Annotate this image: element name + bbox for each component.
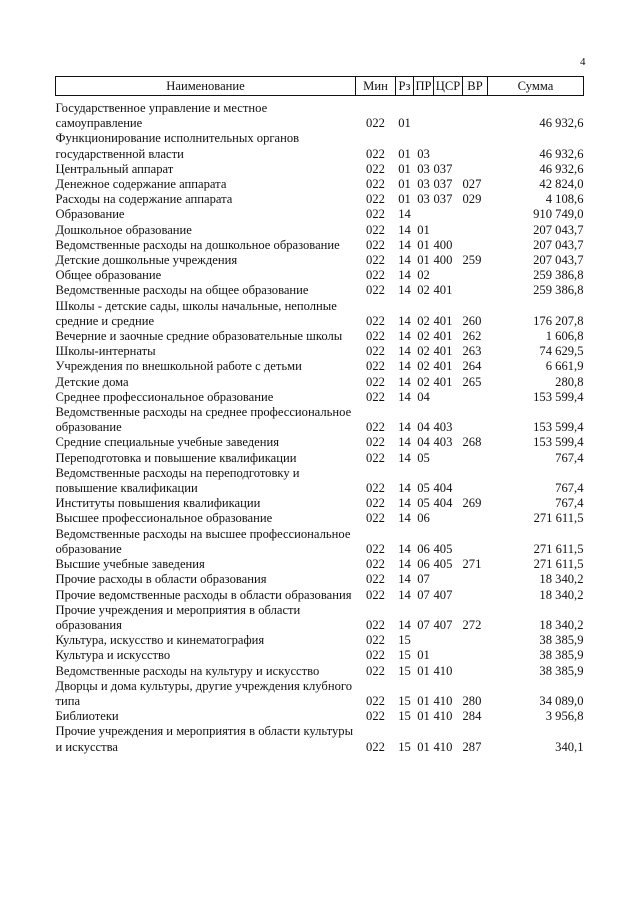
cell-name: Прочие учреждения и мероприятия в области культуры и искусства (55, 724, 354, 754)
column-header-csr: ЦСР (434, 77, 463, 96)
cell-vr: 027 (462, 177, 482, 192)
cell-sum: 153 599,4 (533, 420, 584, 435)
cell-name: Культура, искусство и кинематография (55, 633, 265, 648)
column-header-pr: ПР (414, 77, 434, 96)
table-row (56, 131, 584, 161)
cell-pr: 02 (417, 283, 430, 298)
cell-sum: 3 956,8 (545, 709, 584, 724)
cell-min: 022 (366, 663, 385, 678)
cell-pr (414, 96, 434, 132)
cell-name: Высшие учебные заведения (55, 557, 205, 572)
cell-name: Дворцы и дома культуры, другие учреждения клубного типа (55, 678, 353, 708)
cell-min: 022 (366, 359, 385, 374)
table-row (56, 679, 584, 709)
cell-name: Культура и искусство (55, 648, 171, 663)
cell-name: Учреждения по внешкольной работе с детьми (55, 359, 302, 374)
cell-vr: 284 (462, 709, 482, 724)
column-header-sum: Сумма (488, 77, 584, 96)
cell-name: Центральный аппарат (55, 161, 174, 176)
table-row (56, 496, 584, 511)
cell-rz: 14 (398, 222, 411, 237)
cell-name: Вечерние и заочные средние образовательные школы (55, 329, 343, 344)
cell-min: 022 (366, 192, 385, 207)
budget-table (55, 76, 584, 755)
cell-sum: 767,4 (555, 481, 584, 496)
cell-name: Высшее профессиональное образование (55, 511, 273, 526)
cell-csr (434, 648, 463, 663)
cell-pr: 01 (417, 222, 430, 237)
cell-name: Функционирование исполнительных органов государственной власти (55, 131, 300, 161)
cell-csr (434, 223, 463, 238)
cell-csr: 037 (433, 161, 453, 176)
cell-min: 022 (366, 389, 385, 404)
table-row (56, 588, 584, 603)
cell-pr: 03 (417, 177, 430, 192)
cell-rz: 14 (398, 587, 411, 602)
cell-csr: 401 (433, 313, 453, 328)
cell-csr: 410 (433, 693, 453, 708)
cell-name: Ведомственные расходы на общее образование (55, 283, 309, 298)
cell-csr (434, 96, 463, 132)
table-row (56, 253, 584, 268)
cell-vr (463, 207, 488, 222)
table-row (56, 603, 584, 633)
table-row (56, 527, 584, 557)
cell-min: 022 (366, 739, 385, 754)
table-row (56, 192, 584, 207)
cell-sum: 46 932,6 (539, 161, 584, 176)
cell-vr: 272 (462, 617, 482, 632)
cell-name: Денежное содержание аппарата (55, 177, 227, 192)
cell-csr (434, 451, 463, 466)
cell-sum: 42 824,0 (539, 177, 584, 192)
cell-csr: 407 (433, 587, 453, 602)
cell-vr (463, 223, 488, 238)
cell-rz: 14 (398, 374, 411, 389)
cell-rz: 14 (398, 207, 411, 222)
cell-rz: 14 (398, 541, 411, 556)
cell-name: Образование (55, 207, 125, 222)
cell-min: 022 (366, 374, 385, 389)
cell-sum: 38 385,9 (539, 633, 584, 648)
cell-name: Детские дошкольные учреждения (55, 253, 238, 268)
cell-csr: 403 (433, 435, 453, 450)
cell-csr (434, 633, 463, 648)
cell-csr: 400 (433, 253, 453, 268)
table-row (56, 435, 584, 450)
cell-csr: 037 (433, 177, 453, 192)
cell-csr: 404 (433, 496, 453, 511)
cell-min: 022 (366, 222, 385, 237)
cell-sum: 38 385,9 (539, 648, 584, 663)
cell-sum: 767,4 (555, 496, 584, 511)
cell-rz: 14 (398, 420, 411, 435)
cell-sum: 6 661,9 (545, 359, 584, 374)
cell-csr: 400 (433, 237, 453, 252)
cell-pr (414, 207, 434, 222)
cell-vr (463, 527, 488, 557)
column-header-min: Мин (356, 77, 396, 96)
cell-min: 022 (366, 329, 385, 344)
cell-rz: 14 (398, 450, 411, 465)
cell-sum: 207 043,7 (533, 237, 584, 252)
cell-min: 022 (366, 587, 385, 602)
cell-min: 022 (366, 541, 385, 556)
cell-rz: 14 (398, 313, 411, 328)
cell-pr: 01 (417, 663, 430, 678)
column-header-vr: ВР (463, 77, 488, 96)
cell-rz: 14 (398, 359, 411, 374)
cell-min: 022 (366, 633, 385, 648)
cell-csr: 037 (433, 192, 453, 207)
cell-sum: 259 386,8 (533, 268, 584, 283)
cell-pr: 07 (417, 572, 430, 587)
cell-pr: 02 (417, 329, 430, 344)
cell-name: Институты повышения квалификации (55, 496, 261, 511)
cell-csr: 401 (433, 344, 453, 359)
table-row (56, 375, 584, 390)
table-row (56, 466, 584, 496)
cell-vr (463, 588, 488, 603)
cell-name: Школы-интернаты (55, 344, 156, 359)
cell-rz: 15 (398, 633, 411, 648)
cell-rz: 01 (398, 177, 411, 192)
cell-min: 022 (366, 709, 385, 724)
cell-pr: 01 (417, 253, 430, 268)
cell-rz: 14 (398, 283, 411, 298)
table-row (56, 329, 584, 344)
cell-min: 022 (366, 572, 385, 587)
cell-vr (463, 283, 488, 298)
cell-rz: 14 (398, 511, 411, 526)
cell-vr (463, 633, 488, 648)
cell-name: Ведомственные расходы на дошкольное образование (55, 237, 340, 252)
cell-pr: 01 (417, 709, 430, 724)
cell-min: 022 (366, 511, 385, 526)
cell-name: Расходы на содержание аппарата (55, 192, 233, 207)
cell-pr: 05 (417, 450, 430, 465)
cell-csr (434, 131, 463, 161)
cell-csr (434, 511, 463, 526)
table-row (56, 557, 584, 572)
cell-vr: 262 (462, 329, 482, 344)
cell-name: Государственное управление и местное самоуправление (55, 101, 268, 131)
cell-vr (463, 511, 488, 526)
cell-vr: 265 (462, 374, 482, 389)
cell-pr: 05 (417, 481, 430, 496)
cell-name: Общее образование (55, 268, 162, 283)
cell-csr: 407 (433, 617, 453, 632)
cell-rz: 01 (398, 116, 411, 131)
cell-sum: 207 043,7 (533, 253, 584, 268)
cell-vr (463, 451, 488, 466)
cell-pr: 06 (417, 541, 430, 556)
cell-csr (434, 390, 463, 405)
cell-csr: 401 (433, 329, 453, 344)
cell-pr: 01 (417, 648, 430, 663)
cell-pr: 06 (417, 511, 430, 526)
cell-min: 022 (366, 344, 385, 359)
table-row (56, 633, 584, 648)
cell-rz: 15 (398, 648, 411, 663)
cell-rz: 15 (398, 693, 411, 708)
cell-min: 022 (366, 313, 385, 328)
cell-vr: 269 (462, 496, 482, 511)
cell-sum: 280,8 (555, 374, 584, 389)
cell-pr (414, 633, 434, 648)
cell-sum: 18 340,2 (539, 587, 584, 602)
cell-pr: 03 (417, 146, 430, 161)
cell-rz: 14 (398, 557, 411, 572)
cell-csr (434, 572, 463, 587)
column-header-name: Наименование (56, 77, 356, 96)
table-row (56, 724, 584, 754)
table-row (56, 268, 584, 283)
cell-vr: 280 (462, 693, 482, 708)
table-row (56, 177, 584, 192)
cell-vr: 029 (462, 192, 482, 207)
cell-sum: 259 386,8 (533, 283, 584, 298)
cell-pr: 06 (417, 557, 430, 572)
cell-rz: 14 (398, 344, 411, 359)
cell-name: Ведомственные расходы на переподготовку и повышение квалификации (55, 465, 300, 496)
cell-sum: 910 749,0 (533, 207, 584, 222)
table-row (56, 405, 584, 435)
cell-vr (463, 268, 488, 283)
cell-rz: 14 (398, 572, 411, 587)
table-row (56, 664, 584, 679)
cell-vr: 260 (462, 313, 482, 328)
cell-rz: 15 (398, 709, 411, 724)
cell-rz: 14 (398, 268, 411, 283)
cell-min: 022 (366, 146, 385, 161)
cell-pr: 04 (417, 389, 430, 404)
cell-pr: 01 (417, 693, 430, 708)
cell-rz: 14 (398, 253, 411, 268)
cell-min: 022 (366, 450, 385, 465)
table-row (56, 299, 584, 329)
cell-sum: 271 611,5 (533, 511, 584, 526)
cell-name: Детские дома (55, 374, 129, 389)
cell-name: Прочие ведомственные расходы в области образования (55, 587, 352, 602)
cell-min: 022 (366, 268, 385, 283)
cell-vr (463, 238, 488, 253)
table-row (56, 283, 584, 298)
cell-min: 022 (366, 207, 385, 222)
column-header-rz: Рз (396, 77, 414, 96)
cell-rz: 01 (398, 192, 411, 207)
cell-pr: 07 (417, 617, 430, 632)
cell-rz: 14 (398, 435, 411, 450)
cell-vr (463, 664, 488, 679)
cell-vr (463, 572, 488, 587)
cell-vr: 287 (462, 739, 482, 754)
cell-vr (463, 390, 488, 405)
cell-csr (434, 268, 463, 283)
cell-csr: 403 (433, 420, 453, 435)
cell-rz: 14 (398, 329, 411, 344)
cell-pr: 03 (417, 161, 430, 176)
cell-pr: 04 (417, 435, 430, 450)
cell-name: Средние специальные учебные заведения (55, 435, 280, 450)
cell-name: Переподготовка и повышение квалификации (55, 450, 297, 465)
cell-min: 022 (366, 161, 385, 176)
cell-min: 022 (366, 420, 385, 435)
table-header-row (56, 77, 584, 96)
cell-rz: 14 (398, 496, 411, 511)
cell-min: 022 (366, 496, 385, 511)
table-row (56, 344, 584, 359)
cell-csr: 410 (433, 709, 453, 724)
cell-rz: 14 (398, 481, 411, 496)
cell-min: 022 (366, 481, 385, 496)
cell-pr: 07 (417, 587, 430, 602)
cell-csr: 401 (433, 283, 453, 298)
cell-vr (463, 162, 488, 177)
table-row (56, 223, 584, 238)
cell-csr: 410 (433, 739, 453, 754)
cell-min: 022 (366, 253, 385, 268)
cell-rz: 01 (398, 146, 411, 161)
cell-rz: 14 (398, 389, 411, 404)
cell-min: 022 (366, 557, 385, 572)
cell-sum: 767,4 (555, 450, 584, 465)
cell-rz: 01 (398, 161, 411, 176)
cell-min: 022 (366, 283, 385, 298)
cell-min: 022 (366, 116, 385, 131)
table-row (56, 238, 584, 253)
cell-sum: 340,1 (555, 739, 584, 754)
cell-name: Ведомственные расходы на культуру и искусство (55, 663, 320, 678)
cell-sum: 18 340,2 (539, 572, 584, 587)
cell-pr: 02 (417, 313, 430, 328)
cell-min: 022 (366, 237, 385, 252)
cell-sum: 18 340,2 (539, 617, 584, 632)
cell-pr: 02 (417, 344, 430, 359)
table-body (56, 96, 584, 755)
cell-rz: 14 (398, 617, 411, 632)
cell-pr: 05 (417, 496, 430, 511)
cell-csr: 401 (433, 359, 453, 374)
cell-vr (463, 648, 488, 663)
cell-sum: 271 611,5 (533, 541, 584, 556)
cell-sum: 153 599,4 (533, 435, 584, 450)
cell-min: 022 (366, 617, 385, 632)
cell-csr (434, 207, 463, 222)
page-number: 4 (580, 56, 586, 68)
cell-vr (463, 405, 488, 435)
cell-pr: 04 (417, 420, 430, 435)
cell-vr (463, 131, 488, 161)
table-row (56, 451, 584, 466)
cell-pr: 02 (417, 359, 430, 374)
cell-min: 022 (366, 177, 385, 192)
cell-name: Ведомственные расходы на среднее профессиональное образование (55, 405, 352, 435)
cell-sum: 74 629,5 (539, 344, 584, 359)
cell-name: Библиотеки (55, 709, 119, 724)
cell-min: 022 (366, 435, 385, 450)
cell-min: 022 (366, 648, 385, 663)
cell-csr: 401 (433, 374, 453, 389)
cell-csr: 405 (433, 557, 453, 572)
cell-name: Прочие расходы в области образования (55, 572, 267, 587)
cell-rz: 15 (398, 739, 411, 754)
cell-vr (463, 466, 488, 496)
cell-name: Школы - детские сады, школы начальные, неполные средние и средние (55, 298, 337, 328)
cell-vr: 268 (462, 435, 482, 450)
cell-sum: 46 932,6 (539, 146, 584, 161)
cell-sum: 38 385,9 (539, 663, 584, 678)
cell-vr: 259 (462, 253, 482, 268)
cell-vr (463, 96, 488, 132)
cell-rz: 14 (398, 237, 411, 252)
table-row (56, 648, 584, 663)
cell-sum: 4 108,6 (545, 192, 584, 207)
cell-name: Прочие учреждения и мероприятия в области образования (55, 602, 301, 632)
cell-sum: 46 932,6 (539, 116, 584, 131)
cell-pr: 03 (417, 192, 430, 207)
cell-sum: 176 207,8 (533, 313, 584, 328)
table-row (56, 572, 584, 587)
cell-sum: 1 606,8 (545, 329, 584, 344)
cell-vr: 263 (462, 344, 482, 359)
cell-name: Среднее профессиональное образование (55, 389, 274, 404)
cell-vr: 271 (462, 557, 482, 572)
table-row (56, 162, 584, 177)
cell-pr: 02 (417, 374, 430, 389)
cell-rz: 15 (398, 663, 411, 678)
cell-name: Дошкольное образование (55, 222, 192, 237)
cell-sum: 271 611,5 (533, 557, 584, 572)
cell-min: 022 (366, 693, 385, 708)
cell-pr: 01 (417, 237, 430, 252)
cell-vr: 264 (462, 359, 482, 374)
table-row (56, 96, 584, 132)
table-row (56, 359, 584, 374)
cell-sum: 207 043,7 (533, 222, 584, 237)
table-row (56, 207, 584, 222)
cell-csr: 404 (433, 481, 453, 496)
cell-sum: 34 089,0 (539, 693, 584, 708)
cell-pr: 01 (417, 739, 430, 754)
cell-csr: 410 (433, 663, 453, 678)
cell-pr: 02 (417, 268, 430, 283)
table-row (56, 511, 584, 526)
table-row (56, 390, 584, 405)
cell-csr: 405 (433, 541, 453, 556)
cell-name: Ведомственные расходы на высшее профессиональное образование (55, 526, 351, 556)
table-row (56, 709, 584, 724)
cell-sum: 153 599,4 (533, 389, 584, 404)
